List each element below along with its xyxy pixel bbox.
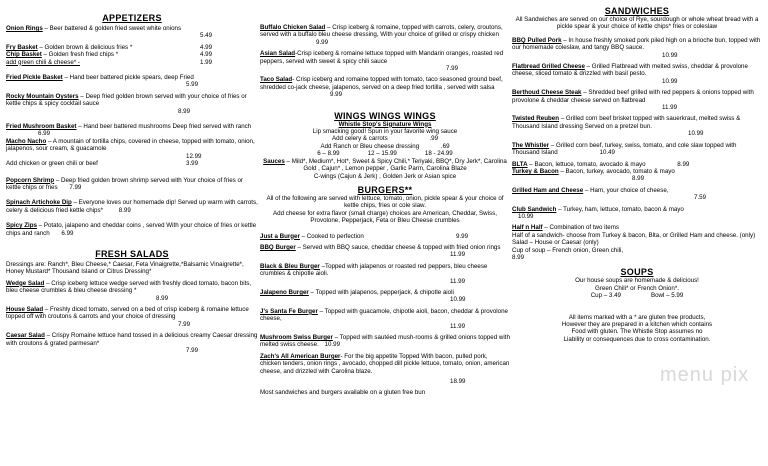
chip-basket-item: [6, 51, 258, 58]
item-desc: – Grilled corn beef brisket topped with sauerkraut, melted swiss & Thousand Island dressing Served on a pretzel bun.: [512, 115, 741, 130]
item-price: 10.99: [518, 212, 534, 220]
item-price: 10.99: [688, 130, 704, 138]
burgers-cheese-intro: Add cheese for extra flavor (small charge) choices are American, Cheddar, Swiss, Provolone, Pepperjack, Feta or Bleu Cheese crumbles: [273, 209, 497, 225]
item-price: 9.99: [330, 91, 343, 99]
item-name: Black & Bleu Burger: [260, 262, 320, 270]
item-price: 7.59: [694, 194, 707, 202]
sandwiches-heading: SANDWICHES: [604, 6, 670, 16]
item-name: Asian Salad: [260, 50, 296, 58]
burgers-heading: BURGERS**: [357, 184, 413, 195]
item-desc: – Topped with jalapenos, pepperjack, & chipotle aioli: [308, 288, 454, 296]
sauces-label: Sauces: [263, 157, 285, 165]
item-name: Grilled Ham and Cheese: [512, 186, 584, 194]
soup-bowl-price: Bowl – 5.99: [650, 292, 684, 300]
item-desc: –Topped with jalapenos or roasted red peppers, bleu cheese crumbles & chipotle aioli.: [260, 262, 488, 278]
item-price: 10.99: [662, 51, 678, 59]
buffalo-chicken-salad-item: [260, 24, 510, 46]
item-price: 4.99: [200, 43, 213, 51]
disclaimer-line2: However they are prepared in a kitchen which contains: [561, 321, 713, 328]
item-price: 8.99: [677, 160, 690, 168]
sandwiches-intro: All Sandwiches are served on our choice of Rye, sourdough or whole wheat bread with a pickle spear & your choice of kettle chips* fries or coleslaw: [515, 16, 759, 31]
dressings-list: Dressings are: Ranch*, Bleu Cheese,* Caesar, Feta Vinaigrette,*Balsamic Vinaigrette*, Honey Mustard* Thousand Island or Citrus Dressing*: [6, 260, 244, 276]
rocky-mountain-oysters-item: [6, 93, 258, 115]
nacho-addon-price: 3.99: [186, 160, 199, 168]
gluten-free-bun-note: Most sandwiches and burgers available on a gluten free bun: [260, 389, 426, 397]
bbq-burger-item: [260, 244, 510, 259]
fried-pickle-item: [6, 74, 258, 89]
item-price: 11.99: [662, 104, 678, 112]
item-name: The Whistler: [512, 141, 550, 149]
item-price: 11.99: [450, 251, 466, 259]
wedge-salad-item: [6, 280, 258, 302]
item-price: 8.99: [512, 253, 525, 261]
add-ranch-text: Add Ranch or Bleu cheese dressing: [320, 142, 420, 150]
item-name: Jalapeno Burger: [260, 288, 309, 296]
item-desc: – Crisp iceberg lettuce wedge served with freshly diced tomato, bacon bits, bleu cheese crumbles & bleu cheese dressing *: [6, 279, 252, 295]
item-price: 9.99: [456, 232, 469, 240]
item-desc: – In house freshly smoked pork piled high on a brioche bun, topped with our homemade coleslaw, and tangy BBQ sauce.: [512, 36, 761, 52]
item-desc: – Bacon, lettuce, tomato, avocado & mayo: [527, 160, 646, 168]
item-desc: – Grilled corn beef, turkey, swiss, tomato, and cole slaw topped with Thousand Island: [512, 141, 737, 157]
grilled-ham-cheese-item: [512, 187, 762, 202]
house-salad-item: [6, 306, 258, 328]
appetizers-heading: APPETIZERS: [102, 13, 162, 23]
berthoud-cheese-steak-item: [512, 89, 762, 111]
item-price: 8.99: [178, 107, 191, 115]
item-price: 4.99: [200, 51, 213, 59]
wings-count-18: 18 - 24.99: [424, 150, 453, 158]
soups-line1: Our house soups are homemade & delicious!: [575, 277, 699, 285]
item-name: Half n Half: [512, 224, 543, 232]
twisted-reuben-item: [512, 115, 762, 137]
fry-basket-item: [6, 44, 258, 51]
item-desc: – Deep fried golden brown shrimp served with Your choice of fries or kettle chips or fries: [6, 176, 243, 191]
soups-prices: [512, 292, 762, 299]
item-price: 11.99: [450, 322, 466, 330]
soups-line2: Green Chili* or French Onion*.: [595, 284, 679, 292]
item-name: Wedge Salad: [6, 279, 45, 287]
item-price: 6.99: [61, 229, 74, 237]
taco-salad-item: [260, 76, 510, 98]
item-name: Buffalo Chicken Salad: [260, 24, 326, 31]
item-name: Macho Nacho: [6, 137, 47, 145]
flatbread-grilled-cheese-item: [512, 63, 762, 85]
item-price: 10.99: [450, 296, 466, 304]
disclaimer-line4: Liability or consequences due to cross contamination.: [563, 335, 711, 343]
wings-count-12: 12 – 15.99: [367, 150, 397, 158]
item-price: 5.49: [200, 32, 213, 40]
item-desc: – Cooked to perfection: [299, 232, 364, 240]
item-name: BBQ Burger: [260, 243, 296, 251]
item-desc: – Served with BBQ sauce, cheddar cheese & topped with fried onion rings: [295, 243, 501, 251]
wings-count-6: 6 – 8.99: [317, 150, 340, 158]
wings-add-ranch: [260, 143, 510, 150]
item-desc: – Ham, your choice of cheese,: [583, 186, 669, 194]
add-ranch-price: .69: [440, 142, 450, 150]
item-price: 7.99: [446, 65, 459, 73]
item-price: 7.99: [186, 347, 199, 354]
wings-subtitle: Whistle Stop's Signature Wings: [338, 120, 432, 128]
spicy-zips-item: [6, 222, 258, 237]
item-desc: – Golden brown & delicious fries *: [37, 43, 133, 51]
column-left: [6, 0, 258, 358]
item-name: Flatbread Grilled Cheese: [512, 63, 585, 71]
black-bleu-burger-item: [260, 263, 510, 285]
item-price: 8.99: [632, 175, 645, 183]
item-name: Caesar Salad: [6, 332, 45, 340]
wings-heading: WINGS WINGS WINGS: [334, 110, 436, 121]
item-name: Club Sandwich: [512, 205, 557, 213]
item-desc: – Crisp iceberg & romaine, topped with carrots, celery, croutons, served with a buffalo bleu cheese dressing, With your choice of grilled or crispy chicken: [260, 24, 503, 39]
wings-sauces: [260, 158, 510, 173]
item-name: Taco Salad: [260, 76, 293, 84]
item-name: Spicy Zips: [6, 222, 37, 230]
onion-rings-item: [6, 25, 258, 40]
caesar-salad-item: [6, 332, 258, 354]
column-right: [512, 0, 762, 343]
item-name: Turkey & Bacon: [512, 167, 559, 175]
spinach-dip-item: [6, 199, 258, 214]
asian-salad-item: [260, 50, 510, 72]
item-desc: - Crisp iceberg and romaine topped with tomato, taco seasoned ground beef, shredded co-jack cheese, jalapenos, served on a deep fried tortilla , served with salsa: [260, 76, 503, 91]
item-desc: – Crispy Romaine lettuce hand tossed in a delicious creamy Caesar dressing with croutons & grated parmesan*: [6, 332, 258, 347]
fresh-salads-heading: FRESH SALADS: [95, 248, 169, 259]
item-name: Just a Burger: [260, 232, 300, 240]
item-price: 5.99: [186, 81, 199, 89]
item-name: J's Santa Fe Burger: [260, 307, 318, 315]
item-price: 9.99: [316, 38, 329, 46]
item-name: Zach's All American Burger: [260, 352, 341, 360]
disclaimer-line3: Food with gluten. The Whistle Stop assumes no: [571, 328, 703, 336]
item-name: Popcorn Shrimp: [6, 176, 55, 184]
wings-add-celery: [260, 135, 510, 142]
just-a-burger-item: [260, 233, 510, 240]
item-desc: – Deep fried golden brown served with your choice of fries or kettle chips & spicy cocktail sauce: [6, 92, 247, 108]
item-price: 8.99: [156, 294, 169, 302]
item-desc: – Shredded beef grilled with red peppers & onions topped with provolone & cheddar cheese served on flatbread: [512, 89, 754, 104]
item-price: 10.99: [324, 341, 341, 349]
item-price: 11.99: [450, 277, 466, 285]
js-santa-fe-burger-item: [260, 308, 510, 330]
item-desc: – Potato, jalapeno and cheddar coins , served With your choice of fries or kettle chips and ranch: [6, 222, 257, 237]
bbq-pulled-pork-item: [512, 37, 762, 59]
item-desc: – Turkey, ham, lettuce, tomato, bacon & mayo: [556, 205, 684, 213]
item-price: 10.99: [662, 77, 678, 85]
item-name: Twisted Reuben: [512, 115, 559, 123]
green-chili-addon: [6, 59, 258, 66]
the-whistler-item: [512, 142, 762, 157]
item-desc: -Crisp iceberg & romaine lettuce topped with Mandarin oranges, roasted red peppers, served with sweet & spicy chili sauce: [260, 50, 504, 65]
soups-heading: SOUPS: [620, 267, 654, 278]
item-name: Fry Basket: [6, 43, 38, 51]
half-n-half-item: [512, 224, 762, 261]
half-line-sandwich: Half of a sandwich- choose from Turkey & bacon, Blta, or Grilled Ham and cheese. (only): [512, 231, 756, 239]
zachs-all-american-burger-item: [260, 353, 510, 386]
add-celery-price: .99: [429, 135, 439, 143]
fried-mushroom-item: [6, 123, 258, 138]
half-line-salad: Salad – House or Caesar (only): [512, 239, 599, 247]
macho-nacho-item: [6, 138, 258, 168]
item-name: Spinach Artichoke Dip: [6, 199, 72, 207]
item-name: Onion Rings: [6, 25, 43, 32]
item-name: Mushroom Swiss Burger: [260, 334, 333, 341]
item-price: 7.99: [69, 183, 82, 191]
burgers-intro: All of the following are served with lettuce, tomato, onion, pickle spear & your choice of kettle chips, fries or cole slaw.: [266, 194, 504, 210]
item-desc: – Grilled Flatbread with melted swiss, cheddar & provolone cheese, sliced tomato & drizzled with basil pesto.: [512, 63, 748, 78]
item-desc: – Everyone loves our homemade dip! Served up warm with carrots, celery & delicious fried kettle chips*: [6, 199, 258, 214]
club-sandwich-item: [512, 206, 762, 221]
item-price: 12.99: [186, 152, 202, 160]
add-celery-text: Add celery & carrots: [331, 135, 388, 143]
addon-text: add green chili & cheese* -: [6, 58, 80, 66]
item-name: BBQ Pulled Pork: [512, 36, 562, 44]
item-price: 10.49: [599, 149, 615, 157]
item-price: 8.99: [118, 206, 131, 214]
turkey-bacon-item: [512, 168, 762, 183]
wings-counts: [260, 150, 510, 157]
mushroom-swiss-burger-item: [260, 334, 510, 349]
item-desc: - For the big appetite Topped With bacon, pulled pork, chicken tenders, onion rings , avocado, chopped dill pickle lettuce, tomato, onion, american cheese, and drizzled with Carolina blaze.: [260, 352, 510, 375]
item-name: Rocky Mountain Oysters: [6, 92, 79, 100]
menupix-watermark: menu pix: [660, 364, 750, 386]
item-name: BLTA: [512, 160, 528, 168]
popcorn-shrimp-item: [6, 177, 258, 192]
blta-item: [512, 161, 762, 168]
item-desc: – A mountain of tortilla chips, covered in cheese, topped with tomato, onion, jalapenos, sour cream, & guacamole: [6, 137, 255, 153]
item-price: 18.99: [450, 378, 466, 386]
column-middle: [260, 0, 510, 397]
item-desc: – Combination of two items: [542, 224, 619, 232]
half-line-soup: Cup of soup – French onion, Green chili,: [512, 246, 624, 254]
item-name: Fried Pickle Basket: [6, 74, 63, 82]
item-desc: – Golden fresh fried chips *: [41, 51, 119, 59]
wings-cwings: C-wings (Cajun & Jerk) , Golden Jerk or Asian spice: [313, 172, 457, 180]
item-name: House Salad: [6, 305, 44, 313]
item-desc: – Topped with guacamole, chipotle aioli, bacon, cheddar & provolone cheese,: [260, 307, 508, 323]
item-desc: – Hand beer battered mushrooms Deep fried served with ranch: [76, 123, 252, 131]
item-price: 6.99: [38, 130, 51, 138]
item-desc: – Beer battered & golden fried sweet white onions: [42, 25, 182, 32]
wings-tagline: Lip smacking good! Spun in your favorite wing sauce: [312, 128, 458, 136]
item-desc: – Hand beer battered pickle spears, deep Fried: [62, 74, 194, 82]
soup-cup-price: Cup – 3.49: [590, 292, 621, 300]
jalapeno-burger-item: [260, 289, 510, 304]
addon-price: 1.99: [200, 58, 213, 66]
item-desc: – Bacon, turkey, avocado, tomato & mayo: [558, 167, 675, 175]
gluten-free-disclaimer: [512, 314, 762, 344]
item-name: Berthoud Cheese Steak: [512, 89, 582, 97]
item-price: 7.99: [178, 320, 191, 328]
item-desc: – Topped with sautéed mush-rooms & grilled onions topped with melted swiss cheese.: [260, 334, 510, 349]
item-name: Fried Mushroom Basket: [6, 123, 77, 131]
disclaimer-line1: All items marked with a * are gluten free products,: [568, 313, 706, 321]
sauces-list: – Mild*, Medium*, Hot*, Sweet & Spicy Chili,* Teriyaki, BBQ*, Dry Jerk*, Carolina Gold , Cajun* , Lemon pepper , Garlic Parm, Carolina Blaze: [284, 157, 507, 173]
nacho-addon-text: Add chicken or green chili or beef: [6, 160, 98, 168]
item-name: Chip Basket: [6, 51, 42, 59]
item-desc: – Freshly diced tomato, served on a bed of crisp iceberg & romaine lettuce topped off with croutons & carrots and your choice of dressing: [6, 305, 249, 321]
